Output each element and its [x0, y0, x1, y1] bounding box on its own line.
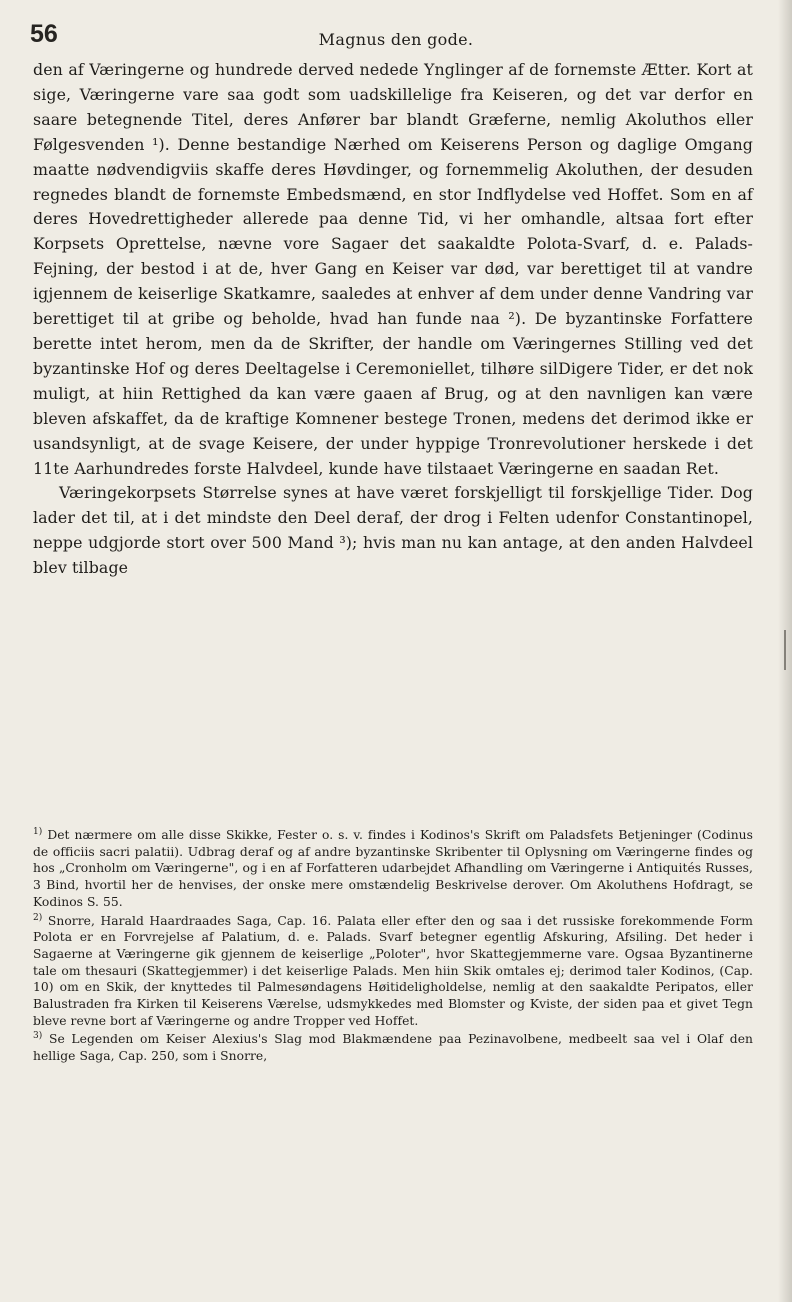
footnote-marker: 2) — [33, 912, 43, 923]
footnotes — [33, 827, 753, 1067]
footnote-text: Snorre, Harald Haardraades Saga, Cap. 16. Palata eller efter den og saa i det russiske forekommende Form Polota er en Forvrejelse af Palatium, d. e. Palads. Svarf betegner egentlig Afskuring, Afsiling. Det heder i Sagaerne at Væringerne gik gjennem de keiserlige „Poloter", hvor Skattegjemmerne vare. Ogsaa Byzantinerne tale om thesauri (Skattegjemmer) i det keiserlige Palads. Men hiin Skik omtales ej; derimod taler Kodinos, (Cap. 10) om en Skik, der knyttedes til Palmesøndagens Høitideligholdelse, nemlig at den saakaldte Peripatos, eller Balustraden fra Kirken til Keiserens Værelse, udsmykkedes med Blomster og Kviste, der siden paa et givet Tegn bleve revne bort af Væringerne og andre Tropper ved Hoffet. — [33, 913, 753, 1028]
page-number: 56 — [30, 20, 58, 48]
body-paragraph: den af Væringerne og hundrede derved nedede Ynglinger af de fornemste Ætter. Kort at sige, Væringerne vare saa godt som uadskillelige fra Keiseren, og det var derfor en saare betegnende Titel, deres Anfører bar blandt Græferne, nemlig Akoluthos eller Følgesvenden ¹). Denne bestandige Nærhed om Keiserens Person og daglige Omgang maatte nødvendigviis skaffe deres Høvdinger, og fornemmelig Akoluthen, der desuden regnedes blandt de fornemste Embedsmænd, en stor Indflydelse ved Hoffet. Som en af deres Hovedrettigheder allerede paa denne Tid, vi her omhandle, altsaa fort efter Korpsets Oprettelse, nævne vore Sagaer det saakaldte Polota-Svarf, d. e. Palads-Fejning, der bestod i at de, hver Gang en Keiser var død, var berettiget til at vandre igjennem de keiserlige Skatkamre, saaledes at enhver af dem under denne Vandring var berettiget til at gribe og beholde, hvad han funde naa ²). De byzantinske Forfattere berette intet herom, men da de Skrifter, der handle om Væringernes Stilling ved det byzantinske Hof og deres Deeltagelse i Ceremoniellet, tilhøre silDigere Tider, er det nok muligt, at hiin Rettighed da kan være gaaen af Brug, og at den navnligen kan være bleven afskaffet, da de kraftige Komnener bestege Tronen, medens det derimod ikke er usandsynligt, at de svage Keisere, der under hyppige Tronrevolutioner herskede i det 11te Aarhundredes forste Halvdeel, kunde have tilstaaet Væringerne en saadan Ret. — [33, 60, 753, 478]
body-text — [33, 58, 753, 581]
footnote-text: Se Legenden om Keiser Alexius's Slag mod Blakmændene paa Pezinavolbene, medbeelt saa vel i Olaf den hellige Saga, Cap. 250, som i Snorre, — [33, 1032, 753, 1064]
footnote — [33, 1031, 753, 1064]
footnote-text: Det nærmere om alle disse Skikke, Fester o. s. v. findes i Kodinos's Skrift om Paladsfets Betjeninger (Codinus de officiis sacri palatii). Udbrag deraf og af andre byzantinske Skribenter til Oplysning om Væringerne findes og hos „Cronholm om Væringerne", og i en af Forfatteren udarbejdet Afhandling om Væringerne i Antiquités Russes, 3 Bind, hvortil her de henvises, der onske mere omstændelig Beskrivelse derover. Om Akoluthens Hofdragt, se Kodinos S. 55. — [33, 828, 753, 909]
body-paragraph: Væringekorpsets Størrelse synes at have været forskjelligt til forskjellige Tider. Dog lader det til, at i det mindste den Deel deraf, der drog i Felten udenfor Constantinopel, neppe udgjorde stort over 500 Mand ³); hvis man nu kan antage, at den anden Halvdeel blev tilbage — [33, 483, 753, 578]
footnote — [33, 827, 753, 911]
footnote-marker: 1) — [33, 826, 43, 837]
footnote-marker: 3) — [33, 1031, 43, 1042]
footnote — [33, 913, 753, 1030]
running-head: Magnus den gode. — [318, 30, 474, 49]
binding-mark — [784, 630, 786, 670]
